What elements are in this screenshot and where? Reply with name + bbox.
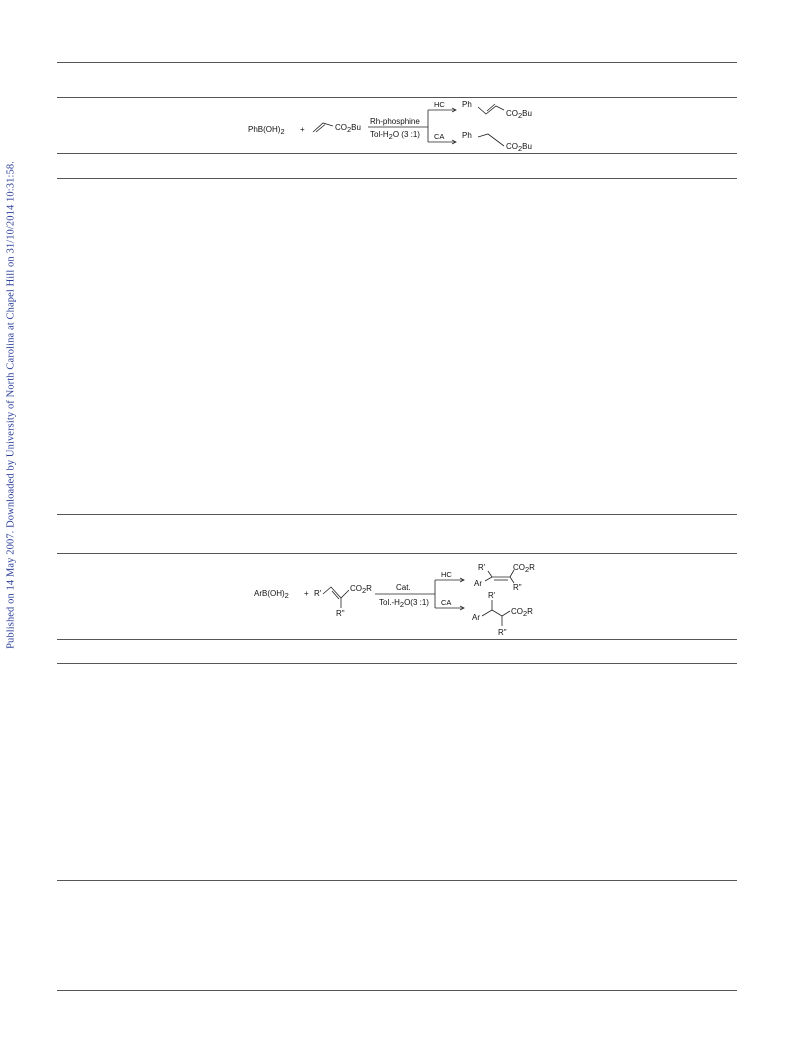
alkene-r1: R' (478, 563, 486, 572)
table1-top-rule (57, 62, 737, 63)
alkene-ar-bond (485, 577, 492, 581)
alkene-ar: Ar (474, 579, 482, 588)
butyl-acrylate: CO2Bu (335, 123, 361, 134)
reactant-r1: R' (314, 589, 322, 598)
table1-body-rule (57, 178, 737, 179)
plus-sign: + (300, 125, 305, 134)
cinnamate-ester: CO2Bu (506, 109, 532, 120)
page-footer-rule (57, 990, 737, 991)
cinnamate-phenyl: Ph (462, 100, 472, 109)
alkane-ester: CO2R (511, 607, 533, 618)
alkane-ar: Ar (472, 613, 480, 622)
phenylboronic-acid: PhB(OH)2 (248, 125, 285, 136)
propanoate-phenyl: Ph (462, 131, 472, 140)
table2-scheme-rule (57, 639, 737, 640)
plus-sign-2: + (304, 589, 309, 598)
table2-body-rule (57, 663, 737, 664)
ca-label: CA (434, 132, 445, 141)
watermark-text: Published on 14 May 2007. Downloaded by University of North Carolina at Chapel Hill on 31/10/2014 10:31:58. (5, 161, 17, 649)
alkane-chain (482, 610, 510, 616)
reactant-ester: CO2R (350, 584, 372, 595)
table2-bottom-rule (57, 880, 737, 881)
hc-label: HC (434, 100, 445, 109)
alkene-r2: R" (513, 583, 522, 592)
table2-header-rule (57, 553, 737, 554)
hc-label-2: HC (441, 570, 452, 579)
arylboronic-acid: ArB(OH)2 (254, 589, 289, 600)
reaction-scheme-2 (248, 558, 558, 638)
catalyst-label-2: Cat. (396, 583, 411, 592)
table1-scheme-rule (57, 153, 737, 154)
solvent-label: Tol-H2O (3 :1) (370, 130, 420, 141)
table1-header-rule (57, 97, 737, 98)
alkane-r2: R" (498, 628, 507, 637)
reactant-r2: R" (336, 609, 345, 618)
table1-bottom-rule (57, 514, 737, 515)
catalyst-label: Rh-phosphine (370, 117, 420, 126)
acrylate-bonds (313, 123, 333, 132)
ca-label-2: CA (441, 598, 452, 607)
alkane-r1: R' (488, 591, 496, 600)
download-watermark (2, 160, 20, 650)
solvent-label-2: Tol.-H2O(3 :1) (379, 598, 429, 609)
propanoate-ester: CO2Bu (506, 142, 532, 153)
propanoate-bonds (478, 134, 504, 146)
reaction-scheme-1 (240, 102, 550, 152)
enoate-bonds (323, 587, 349, 598)
alkene-r1-bond (488, 571, 492, 577)
alkene-ester: CO2R (513, 563, 535, 574)
